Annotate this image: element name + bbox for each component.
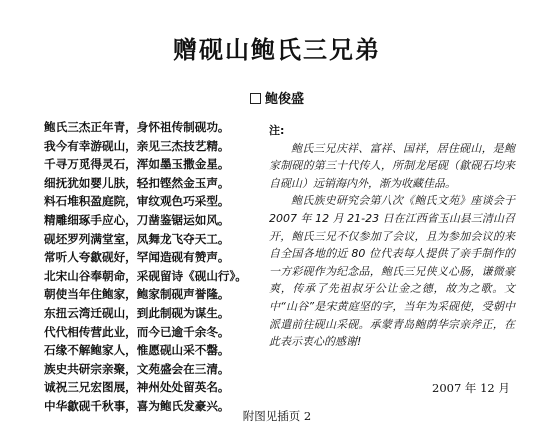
date-line: 2007 年 12 月 [432,381,510,395]
poem-line: 族史共研宗亲聚，文苑盛会在三清。 [44,361,230,376]
poem-line: 我今有幸游砚山，亲见三杰技艺精。 [44,138,230,153]
poem-line: 东扭云湾迁砚山，到此制砚为谋生。 [44,305,230,320]
poem-line: 常听人夸歙砚好，罕闻造砚有赞声。 [44,250,230,265]
poem-line: 北宋山谷奉朝命，采砚留诗《砚山行》。 [44,268,247,283]
poem-line: 砚坯罗列满堂室，凤舞龙飞夺天工。 [44,231,230,246]
poem-line: 中华歙砚千秋事，喜为鲍氏发豪兴。 [44,398,230,413]
poem-line: 精雕细琢手应心，刀凿鉴锯运如风。 [44,212,230,227]
author-line [0,88,554,107]
poem-body [44,118,254,416]
notes-paragraph: 鲍氏族史研究会第八次《鲍氏文苑》座谈会于 2007 年 12 月 21-23 日在江西省玉山县三清山召开，鲍氏三兄不仅参加了会议，且为参加会议的来自全国各地的近 80 位代表每人提供了亲手制作的一方彩砚作为纪念品，鲍氏三兄侠义心肠，谦微豪爽，传承了先祖叔牙公让金之德，故为之歌。文中“山谷”是宋黄庭坚的字，当年为采砚使，受朝中派遣前往砚山采砚。承蒙青岛鲍荫华宗亲斧正，在此表示衷心的感谢! [269,194,515,349]
notes-heading: 注: [269,124,285,137]
poem-line: 细抚犹如婴儿肤，轻扣铿然金玉声。 [44,175,230,190]
poem-line: 朝使当年住鲍家，鲍家制砚声誉隆。 [44,287,230,302]
poem-line: 料石堆积盈庭院，审纹观色巧采型。 [44,194,230,209]
poem-line: 鲍氏三杰正年青，身怀祖传制砚功。 [44,120,230,134]
author-name: 鲍俊盛 [264,92,304,107]
poem-line: 代代相传营此业，而今已逾千余冬。 [44,324,230,339]
poem-line: 千寻万觅得灵石，浑如墨玉撒金星。 [44,157,230,172]
poem-line: 石缘不解鲍家人，惟愿砚山采不罄。 [44,343,230,358]
notes-paragraph: 鲍氏三兄庆祥、富祥、国祥，居住砚山，是鲍家制砚的第三十代传人，所制龙尾砚（歙砚石均来自砚山）远销海内外，渐为收藏佳品。 [269,141,515,190]
poem-line: 诚祝三兄宏图展，神州处处留英名。 [44,380,230,395]
square-bullet-icon [250,93,261,104]
footer-caption: 附图见插页 2 [242,409,312,423]
notes-section [269,122,515,351]
page-title: 赠砚山鲍氏三兄弟 [173,36,381,64]
